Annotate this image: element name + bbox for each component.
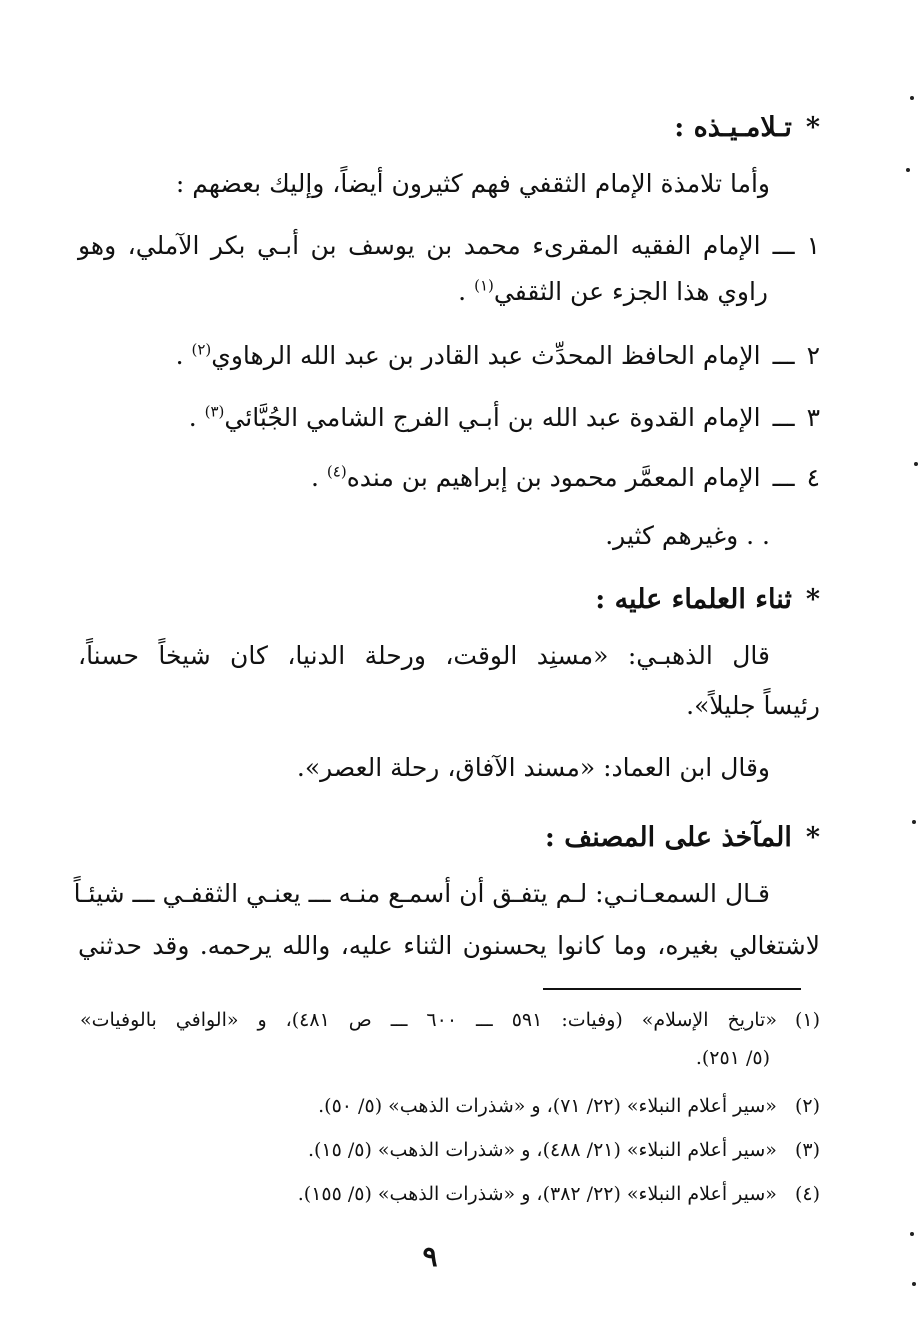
heading-text: ثناء العلماء عليه : [595, 584, 792, 615]
item-text: الإمام القدوة عبد الله بن أبـي الفرج الشامي الجُبَّائي [224, 403, 761, 432]
item-dash: ـــ [772, 463, 795, 492]
period: . [311, 463, 319, 492]
item-number: ١ [806, 231, 820, 260]
footnote-text: «سير أعلام النبلاء» (٢١/ ٤٨٨)، و «شذرات الذهب» (٥/ ١٥). [307, 1139, 777, 1161]
heading-text: تـلامـيـذه : [674, 112, 792, 143]
section-heading-criticism [545, 818, 820, 858]
scan-speck [906, 168, 910, 172]
footnote-text: «سير أعلام النبلاء» (٢٢/ ٣٨٢)، و «شذرات الذهب» (٥/ ١٥٥). [297, 1183, 777, 1205]
period: . [458, 277, 467, 306]
footnote-ref[interactable]: (٣) [204, 402, 225, 421]
section-heading-praise [595, 580, 820, 620]
dhahabi-quote-line1: قال الذهبـي: «مسنِد الوقت، ورحلة الدنيا، كان شيخاً حسناً، [78, 641, 770, 670]
footnote-1 [80, 1004, 820, 1036]
footnote-number: (٤) [794, 1183, 820, 1205]
item-text: راوي هذا الجزء عن الثقفي [493, 277, 768, 306]
footnote-2 [318, 1090, 820, 1122]
item-text: الإمام المعمَّر محمود بن إبراهيم بن منده [346, 463, 761, 492]
asterisk-bullet-icon: * [805, 822, 820, 853]
asterisk-bullet-icon: * [805, 112, 820, 143]
others-note: . . وغيرهم كثير. [605, 521, 770, 550]
section-heading-students [674, 108, 820, 148]
period: . [175, 341, 184, 370]
student-item-1-continued [458, 272, 768, 312]
heading-text: المآخذ على المصنف : [544, 822, 792, 853]
scan-speck [912, 1282, 916, 1286]
asterisk-bullet-icon: * [805, 584, 820, 615]
item-number: ٢ [806, 341, 820, 370]
footnote-ref[interactable]: (١) [474, 276, 494, 295]
period: . [188, 403, 197, 432]
samani-quote-line1: قـال السمعـانـي: لـم يتفـق أن أسمـع منـه ـــ يعنـي الثقفـي ـــ شيئـاً [73, 879, 770, 908]
scan-speck [912, 820, 916, 824]
scan-speck [910, 1232, 914, 1236]
footnote-number: (٣) [794, 1139, 820, 1161]
students-intro: وأما تلامذة الإمام الثقفي فهم كثيرون أيضاً، وإليك بعضهم : [175, 169, 770, 198]
student-item-1 [78, 226, 820, 266]
samani-quote-line2: لاشتغالي بغيره، وما كانوا يحسنون الثناء عليه، والله يرحمه. وقد حدثني [78, 931, 820, 960]
footnote-4 [298, 1178, 820, 1210]
footnote-1-continued: (٥/ ٢٥١). [695, 1047, 770, 1069]
item-dash: ـــ [772, 341, 795, 370]
item-number: ٤ [806, 463, 820, 492]
footnote-number: (١) [794, 1009, 821, 1031]
scan-speck [914, 462, 918, 466]
item-number: ٣ [806, 403, 820, 432]
student-item-4 [311, 458, 820, 498]
scan-speck [910, 96, 914, 100]
footnote-number: (٢) [794, 1095, 820, 1117]
item-text: الإمام الحافظ المحدِّث عبد القادر بن عبد الله الرهاوي [211, 341, 761, 370]
dhahabi-quote-line2: رئيساً جليلاً». [686, 691, 820, 720]
footnote-separator [543, 988, 801, 990]
ibn-imad-quote: وقال ابن العماد: «مسند الآفاق، رحلة العصر». [296, 753, 770, 782]
page-number: ٩ [422, 1240, 438, 1273]
item-dash: ـــ [772, 231, 795, 260]
footnote-ref[interactable]: (٤) [326, 462, 347, 481]
footnote-text: «سير أعلام النبلاء» (٢٢/ ٧١)، و «شذرات الذهب» (٥/ ٥٠). [318, 1095, 777, 1117]
footnote-ref[interactable]: (٢) [191, 340, 212, 359]
footnote-text: «تاريخ الإسلام» (وفيات: ٥٩١ ـــ ٦٠٠ ـــ ص ٤٨١)، و «الوافي بالوفيات» [80, 1009, 777, 1031]
student-item-3 [189, 398, 820, 438]
footnote-3 [308, 1134, 820, 1166]
item-dash: ـــ [772, 403, 795, 432]
student-item-2 [176, 336, 820, 376]
item-text: الإمام الفقيه المقرىء محمد بن يوسف بن أبـي بكر الآملي، وهو [78, 231, 761, 260]
